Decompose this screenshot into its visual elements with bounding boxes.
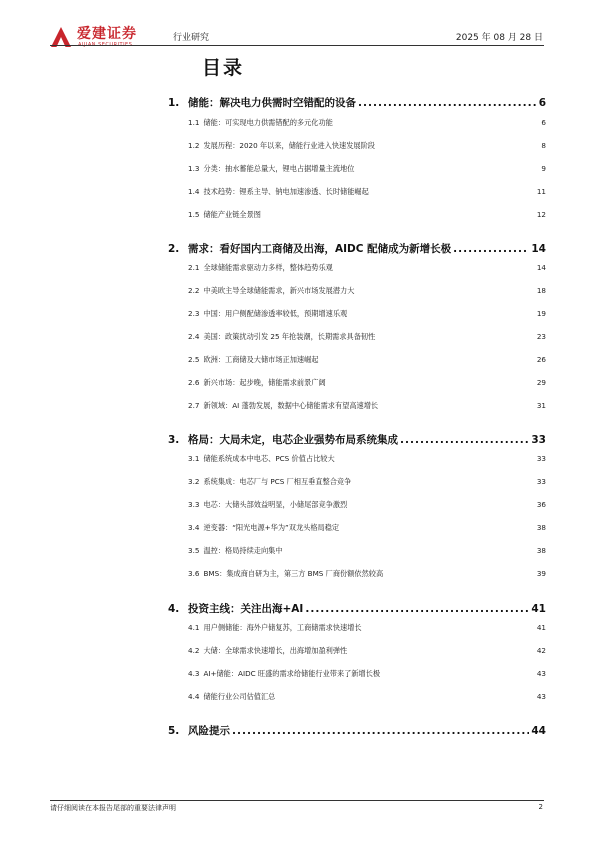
toc-section-entry[interactable] xyxy=(188,355,546,365)
toc-entry-page: 38 xyxy=(536,523,546,532)
toc-entry-number: 1.5 xyxy=(188,210,200,219)
toc-entry-page: 43 xyxy=(536,669,546,678)
toc-dot-leader xyxy=(358,97,537,109)
toc-entry-title: 储能：可实现电力供需错配的多元化功能 xyxy=(203,118,333,127)
toc-entry-number: 3.1 xyxy=(188,454,200,463)
toc-entry-number: 2. xyxy=(168,243,180,255)
toc-section-entry[interactable] xyxy=(188,569,546,579)
toc-section-entry[interactable] xyxy=(188,546,546,556)
toc-entry-number: 4.3 xyxy=(188,669,200,678)
toc-entry-page: 11 xyxy=(536,187,546,196)
toc-section-entry[interactable] xyxy=(188,164,546,174)
toc-entry-number: 4.1 xyxy=(188,623,200,632)
toc-entry-number: 4.2 xyxy=(188,646,200,655)
toc-section-entry[interactable] xyxy=(188,477,546,487)
toc-entry-number: 3.5 xyxy=(188,546,200,555)
footer-disclaimer: 请仔细阅读在本报告尾部的重要法律声明 xyxy=(50,804,176,812)
toc-dot-leader xyxy=(453,243,529,255)
toc-title: 目录 xyxy=(202,57,245,79)
toc-entry-title: 系统集成：电芯厂与 PCS 厂相互垂直整合竞争 xyxy=(203,477,352,486)
toc-entry-number: 4.4 xyxy=(188,692,200,701)
toc-entry-page: 12 xyxy=(536,210,546,219)
toc-chapter-entry[interactable] xyxy=(168,95,546,109)
toc-section-entry[interactable] xyxy=(188,286,546,296)
toc-entry-page: 19 xyxy=(536,309,546,318)
toc-entry-page: 31 xyxy=(536,401,546,410)
toc-entry-number: 2.6 xyxy=(188,378,200,387)
toc-entry-number: 1.4 xyxy=(188,187,200,196)
toc-section-entry[interactable] xyxy=(188,263,546,273)
toc-section-entry[interactable] xyxy=(188,210,546,220)
toc-entry-title: 欧洲：工商储及大储市场正加速崛起 xyxy=(203,355,319,364)
toc-section-entry[interactable] xyxy=(188,309,546,319)
toc-entry-title: 美国：政策扰动引发 25 年抢装潮，长期需求具备韧性 xyxy=(203,332,376,341)
footer-divider xyxy=(50,800,544,801)
toc-section-entry[interactable] xyxy=(188,500,546,510)
toc-entry-page: 41 xyxy=(531,603,546,615)
toc-entry-number: 3. xyxy=(168,434,180,446)
toc-entry-page: 29 xyxy=(536,378,546,387)
toc-entry-number: 3.4 xyxy=(188,523,200,532)
toc-entry-title: 投资主线：关注出海+AI xyxy=(188,603,304,615)
toc-entry-title: 新领域：AI 蓬勃发展，数据中心储能需求有望高速增长 xyxy=(203,401,379,410)
toc-entry-number: 2.5 xyxy=(188,355,200,364)
toc-entry-page: 9 xyxy=(541,164,546,173)
toc-entry-page: 26 xyxy=(536,355,546,364)
toc-chapter-entry[interactable] xyxy=(168,432,546,446)
toc-entry-title: 全球储能需求驱动力多样，整体趋势乐观 xyxy=(203,263,333,272)
toc-entry-page: 6 xyxy=(541,118,546,127)
toc-entry-title: 储能系统成本中电芯、PCS 价值占比较大 xyxy=(203,454,335,463)
toc-entry-page: 39 xyxy=(536,569,546,578)
toc-entry-number: 1.1 xyxy=(188,118,200,127)
toc-entry-page: 43 xyxy=(536,692,546,701)
toc-entry-page: 41 xyxy=(536,623,546,632)
toc-entry-title: 储能行业公司估值汇总 xyxy=(203,692,276,701)
toc-entry-title: 中美欧主导全球储能需求，新兴市场发展潜力大 xyxy=(203,286,355,295)
toc-section-entry[interactable] xyxy=(188,187,546,197)
toc-entry-page: 8 xyxy=(541,141,546,150)
toc-entry-page: 23 xyxy=(536,332,546,341)
toc-entry-number: 2.7 xyxy=(188,401,200,410)
toc-dot-leader xyxy=(232,725,529,737)
toc-chapter-entry[interactable] xyxy=(168,723,546,737)
page-number: 2 xyxy=(538,803,543,811)
toc-entry-title: 大储：全球需求快速增长，出海增加盈利弹性 xyxy=(203,646,348,655)
toc-section-entry[interactable] xyxy=(188,669,546,679)
toc-entry-title: 发展历程：2020 年以来，储能行业进入快速发展阶段 xyxy=(203,141,375,150)
toc-section-entry[interactable] xyxy=(188,692,546,702)
toc-entry-number: 5. xyxy=(168,725,180,737)
toc-entry-page: 6 xyxy=(538,97,546,109)
toc-entry-page: 14 xyxy=(536,263,546,272)
toc-entry-title: 新兴市场：起步晚，储能需求前景广阔 xyxy=(203,378,326,387)
toc-entry-number: 4. xyxy=(168,603,180,615)
toc-section-entry[interactable] xyxy=(188,646,546,656)
toc-section-entry[interactable] xyxy=(188,118,546,128)
toc-entry-title: BMS：集成商自研为主，第三方 BMS 厂商份额依然较高 xyxy=(203,569,384,578)
toc-section-entry[interactable] xyxy=(188,401,546,411)
toc-entry-number: 2.2 xyxy=(188,286,200,295)
toc-entry-page: 38 xyxy=(536,546,546,555)
toc-section-entry[interactable] xyxy=(188,332,546,342)
toc-section-entry[interactable] xyxy=(188,378,546,388)
toc-entry-number: 3.6 xyxy=(188,569,200,578)
toc-entry-page: 44 xyxy=(531,725,546,737)
toc-entry-number: 1. xyxy=(168,97,180,109)
toc-entry-title: 风险提示 xyxy=(188,725,230,737)
toc-entry-title: 储能产业链全景图 xyxy=(203,210,261,219)
toc-section-entry[interactable] xyxy=(188,523,546,533)
report-date: 2025 年 08 月 28 日 xyxy=(455,33,543,43)
logo-text-cn: 爱建证券 xyxy=(77,26,137,42)
toc-entry-page: 42 xyxy=(536,646,546,655)
toc-entry-page: 36 xyxy=(536,500,546,509)
toc-dot-leader xyxy=(400,434,529,446)
toc-entry-title: AI+储能：AIDC 旺盛的需求给储能行业带来了新增长极 xyxy=(203,669,381,678)
toc-entry-title: 电芯：大储头部效益明显，小储尾部竞争激烈 xyxy=(203,500,348,509)
report-category: 行业研究 xyxy=(173,33,210,43)
toc-entry-number: 2.3 xyxy=(188,309,200,318)
toc-chapter-entry[interactable] xyxy=(168,601,546,615)
toc-entry-title: 中国：用户侧配储渗透率较低，预期增速乐观 xyxy=(203,309,348,318)
toc-entry-number: 1.2 xyxy=(188,141,200,150)
toc-chapter-entry[interactable] xyxy=(168,241,546,255)
toc-section-entry[interactable] xyxy=(188,623,546,633)
toc-entry-number: 2.1 xyxy=(188,263,200,272)
toc-entry-title: 逆变器：“阳光电源+华为”双龙头格局稳定 xyxy=(203,523,340,532)
toc-entry-page: 14 xyxy=(531,243,546,255)
toc-dot-leader xyxy=(305,603,529,615)
toc-entry-page: 18 xyxy=(536,286,546,295)
toc-entry-page: 33 xyxy=(531,434,546,446)
logo-text-en: AIJIAN SECURITIES xyxy=(78,42,133,48)
toc-entry-title: 用户侧储能：海外户储复苏，工商储需求快速增长 xyxy=(203,623,362,632)
toc-entry-page: 33 xyxy=(536,454,546,463)
toc-section-entry[interactable] xyxy=(188,141,546,151)
toc-entry-number: 3.2 xyxy=(188,477,200,486)
toc-section-entry[interactable] xyxy=(188,454,546,464)
toc-entry-title: 分类：抽水蓄能总量大，锂电占据增量主流地位 xyxy=(203,164,355,173)
toc-entry-page: 33 xyxy=(536,477,546,486)
toc-entry-title: 需求：看好国内工商储及出海，AIDC 配储成为新增长极 xyxy=(188,243,452,255)
toc-entry-number: 2.4 xyxy=(188,332,200,341)
toc-entry-title: 技术趋势：锂系主导、钠电加速渗透、长时储能崛起 xyxy=(203,187,369,196)
toc-entry-number: 1.3 xyxy=(188,164,200,173)
toc-entry-number: 3.3 xyxy=(188,500,200,509)
toc-entry-title: 格局：大局未定，电芯企业强势布局系统集成 xyxy=(188,434,398,446)
toc-entry-title: 温控：格局持续走向集中 xyxy=(203,546,283,555)
toc-entry-title: 储能：解决电力供需时空错配的设备 xyxy=(188,97,356,109)
